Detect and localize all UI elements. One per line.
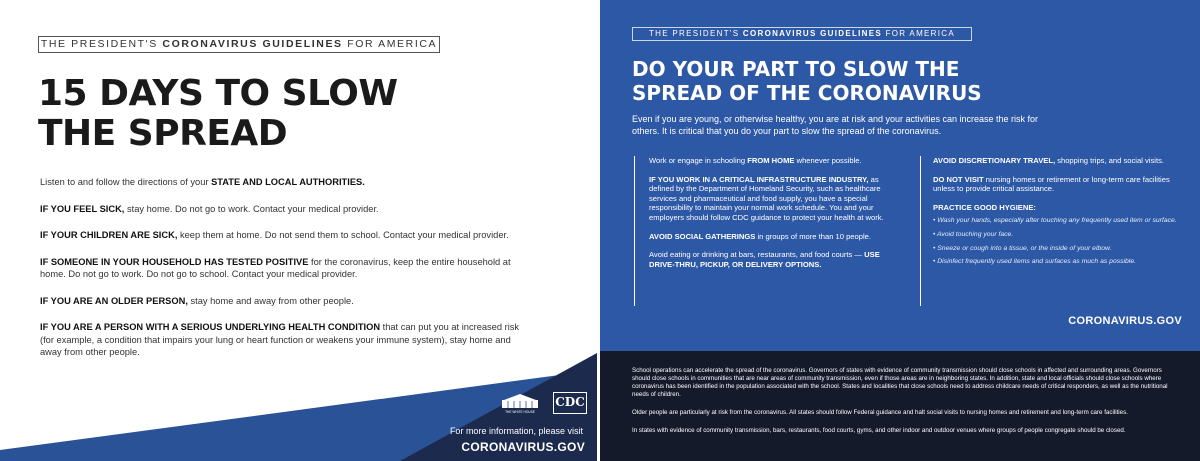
guideline-item: [40, 176, 530, 189]
website-link[interactable]: CORONAVIRUS.GOV: [461, 440, 585, 454]
footer-paragraph: School operations can accelerate the spread of the coronavirus. Governors of states with evidence of community transmission should close schools in affected and surrounding areas. Governors should close schools in communities that are near areas of community transmission, even if those areas are in neighboring states. In addition, state and local officials should close schools where coronavirus has been identified in the population associated with the school. States and localities that close schools need to address childcare needs of critical responders, as well as the nutritional needs of children.: [632, 367, 1168, 398]
guidelines-banner: [38, 36, 440, 53]
item-bold: AVOID SOCIAL GATHERINGS: [649, 231, 756, 241]
item-bold: IF YOU ARE AN OLDER PERSON,: [40, 295, 188, 306]
item-text: whenever possible.: [794, 156, 862, 165]
item-text: Listen to and follow the directions of your: [40, 177, 212, 187]
item-bold: IF SOMEONE IN YOUR HOUSEHOLD HAS TESTED POSITIVE: [40, 256, 309, 267]
banner-text: FOR AMERICA: [342, 38, 438, 50]
guidelines-list: [40, 176, 530, 373]
website-link[interactable]: CORONAVIRUS.GOV: [1068, 315, 1182, 327]
hygiene-item: • Disinfect frequently used items and surfaces as much as possible.: [933, 258, 1136, 266]
item-text: nursing homes or retirement or long-term care facilities unless to provide critical assistance.: [933, 174, 1170, 194]
item-text: Avoid eating or drinking at bars, restaurants, and food courts —: [649, 250, 865, 260]
item-bold: STATE AND LOCAL AUTHORITIES.: [211, 177, 365, 187]
left-panel: [0, 0, 597, 461]
guidelines-banner: [632, 27, 972, 41]
footer-notes: [600, 351, 1200, 461]
guidelines-column-right: [920, 156, 1188, 306]
guideline-item: [40, 203, 530, 216]
guideline-item: [933, 156, 1188, 166]
title-line: SPREAD OF THE CORONAVIRUS: [632, 81, 982, 105]
item-bold: IF YOUR CHILDREN ARE SICK,: [40, 230, 178, 240]
guideline-item: [40, 256, 530, 281]
banner-bold-text: CORONAVIRUS GUIDELINES: [162, 38, 343, 50]
white-house-logo: [494, 392, 546, 414]
title-line: 15 DAYS TO SLOW: [38, 73, 398, 114]
guideline-item: [649, 250, 894, 269]
page-title: [38, 74, 458, 154]
item-text: as defined by the Department of Homeland Security, such as healthcare services and pharmaceutical and food supply, you have a special responsibility to maintain your normal work schedule. You and your employers should follow CDC guidance to protect your health at work.: [649, 174, 884, 222]
guideline-item: [40, 321, 530, 359]
hygiene-item: • Wash your hands, especially after touching any frequently used item or surface.: [933, 217, 1177, 225]
item-bold: IF YOU ARE A PERSON WITH A SERIOUS UNDERLYING HEALTH CONDITION: [40, 322, 381, 332]
item-bold: AVOID DISCRETIONARY TRAVEL,: [933, 156, 1056, 165]
cdc-logo: CDC: [553, 392, 587, 414]
item-text: in groups of more than 10 people.: [755, 231, 871, 241]
item-bold: USE DRIVE-THRU, PICKUP, OR DELIVERY OPTIONS.: [649, 250, 880, 269]
item-bold: DO NOT VISIT: [933, 174, 984, 184]
banner-bold-text: CORONAVIRUS GUIDELINES: [742, 29, 883, 38]
more-info-text: For more information, please visit: [449, 426, 583, 436]
item-text: for the coronavirus, keep the entire household at home. Do not go to work. Do not go to school. Contact your medical provider.: [40, 256, 511, 279]
guideline-item: [649, 175, 894, 223]
guideline-item: [40, 295, 530, 308]
hygiene-item: • Sneeze or cough into a tissue, or the inside of your elbow.: [933, 244, 1112, 252]
footer-paragraph: In states with evidence of community transmission, bars, restaurants, food courts, gyms, and other indoor and outdoor venues where groups of people congregate should be closed.: [632, 427, 1126, 434]
item-text: keep them at home. Do not send them to school. Contact your medical provider.: [177, 230, 509, 240]
svg-text:THE WHITE HOUSE: THE WHITE HOUSE: [505, 410, 535, 414]
section-title: [632, 57, 1052, 105]
item-bold: FROM HOME: [747, 156, 795, 165]
item-text: Work or engage in schooling: [649, 156, 748, 165]
banner-text: FOR AMERICA: [882, 29, 955, 38]
footer-paragraph: Older people are particularly at risk from the coronavirus. All states should follow Federal guidance and halt social visits to nursing homes and retirement and long-term care facilities.: [632, 409, 1128, 416]
banner-text: THE PRESIDENT'S: [649, 29, 743, 38]
guidelines-column-left: [634, 156, 894, 306]
guideline-item: [40, 229, 530, 242]
item-bold: IF YOU WORK IN A CRITICAL INFRASTRUCTURE INDUSTRY,: [649, 174, 869, 184]
right-panel: [600, 0, 1200, 461]
title-line: DO YOUR PART TO SLOW THE: [632, 57, 960, 81]
item-text: stay home and away from other people.: [187, 295, 354, 306]
hygiene-heading: PRACTICE GOOD HYGIENE:: [933, 202, 1036, 212]
hygiene-item: • Avoid touching your face.: [933, 230, 1014, 238]
item-text: shopping trips, and social visits.: [1055, 156, 1164, 165]
guideline-item: [933, 175, 1188, 194]
item-bold: IF YOU FEEL SICK,: [40, 203, 125, 214]
guideline-item: [649, 156, 894, 166]
intro-text: Even if you are young, or otherwise healthy, you are at risk and your activities can increase the risk for others. It is critical that you do your part to slow the spread of the coronavirus.: [632, 114, 1039, 136]
banner-text: THE PRESIDENT'S: [40, 38, 163, 50]
item-text: that can put you at increased risk (for example, a condition that impairs your lung or heart function or weakens your immune system), stay home and away from other people.: [40, 322, 520, 357]
title-line: THE SPREAD: [38, 113, 288, 154]
guideline-item: [649, 232, 894, 242]
item-text: stay home. Do not go to work. Contact your medical provider.: [124, 203, 379, 214]
